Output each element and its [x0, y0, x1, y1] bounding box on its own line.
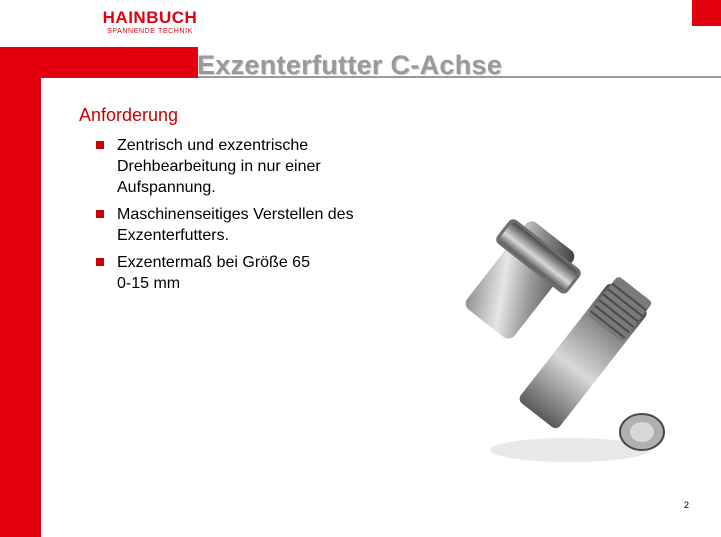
bullet-text-line: Drehbearbeitung in nur einer: [117, 158, 321, 175]
bullet-square-icon: [96, 210, 104, 218]
bullet-text-line: Exzentermaß bei Größe 65: [117, 254, 310, 271]
slide-title: Exzenterfutter C-Achse: [197, 50, 503, 80]
bullet-item: [96, 252, 416, 294]
page-number: 2: [684, 500, 690, 510]
section-heading: Anforderung: [79, 105, 179, 125]
bullet-item: [96, 204, 416, 246]
bullet-item: [96, 135, 416, 198]
bullet-text-line: Aufspannung.: [117, 179, 216, 196]
red-corner-square: [692, 0, 721, 26]
red-side-bar: [0, 78, 41, 537]
logo-wordmark: HAINBUCH: [102, 8, 198, 27]
bullet-text-line: Zentrisch und exzentrische: [117, 137, 309, 154]
bullet-text-line: 0-15 mm: [117, 275, 181, 292]
bullet-text-line: Maschinenseitiges Verstellen des: [117, 206, 354, 223]
bullet-square-icon: [96, 141, 104, 149]
logo-tagline: SPANNENDE TECHNIK: [107, 28, 193, 35]
bullet-text-line: Exzenterfutters.: [117, 227, 230, 244]
bullet-square-icon: [96, 258, 104, 266]
company-logo: [100, 9, 200, 36]
eccentric-chuck-spindle-photo: [420, 210, 680, 480]
bullet-list: [96, 135, 416, 300]
